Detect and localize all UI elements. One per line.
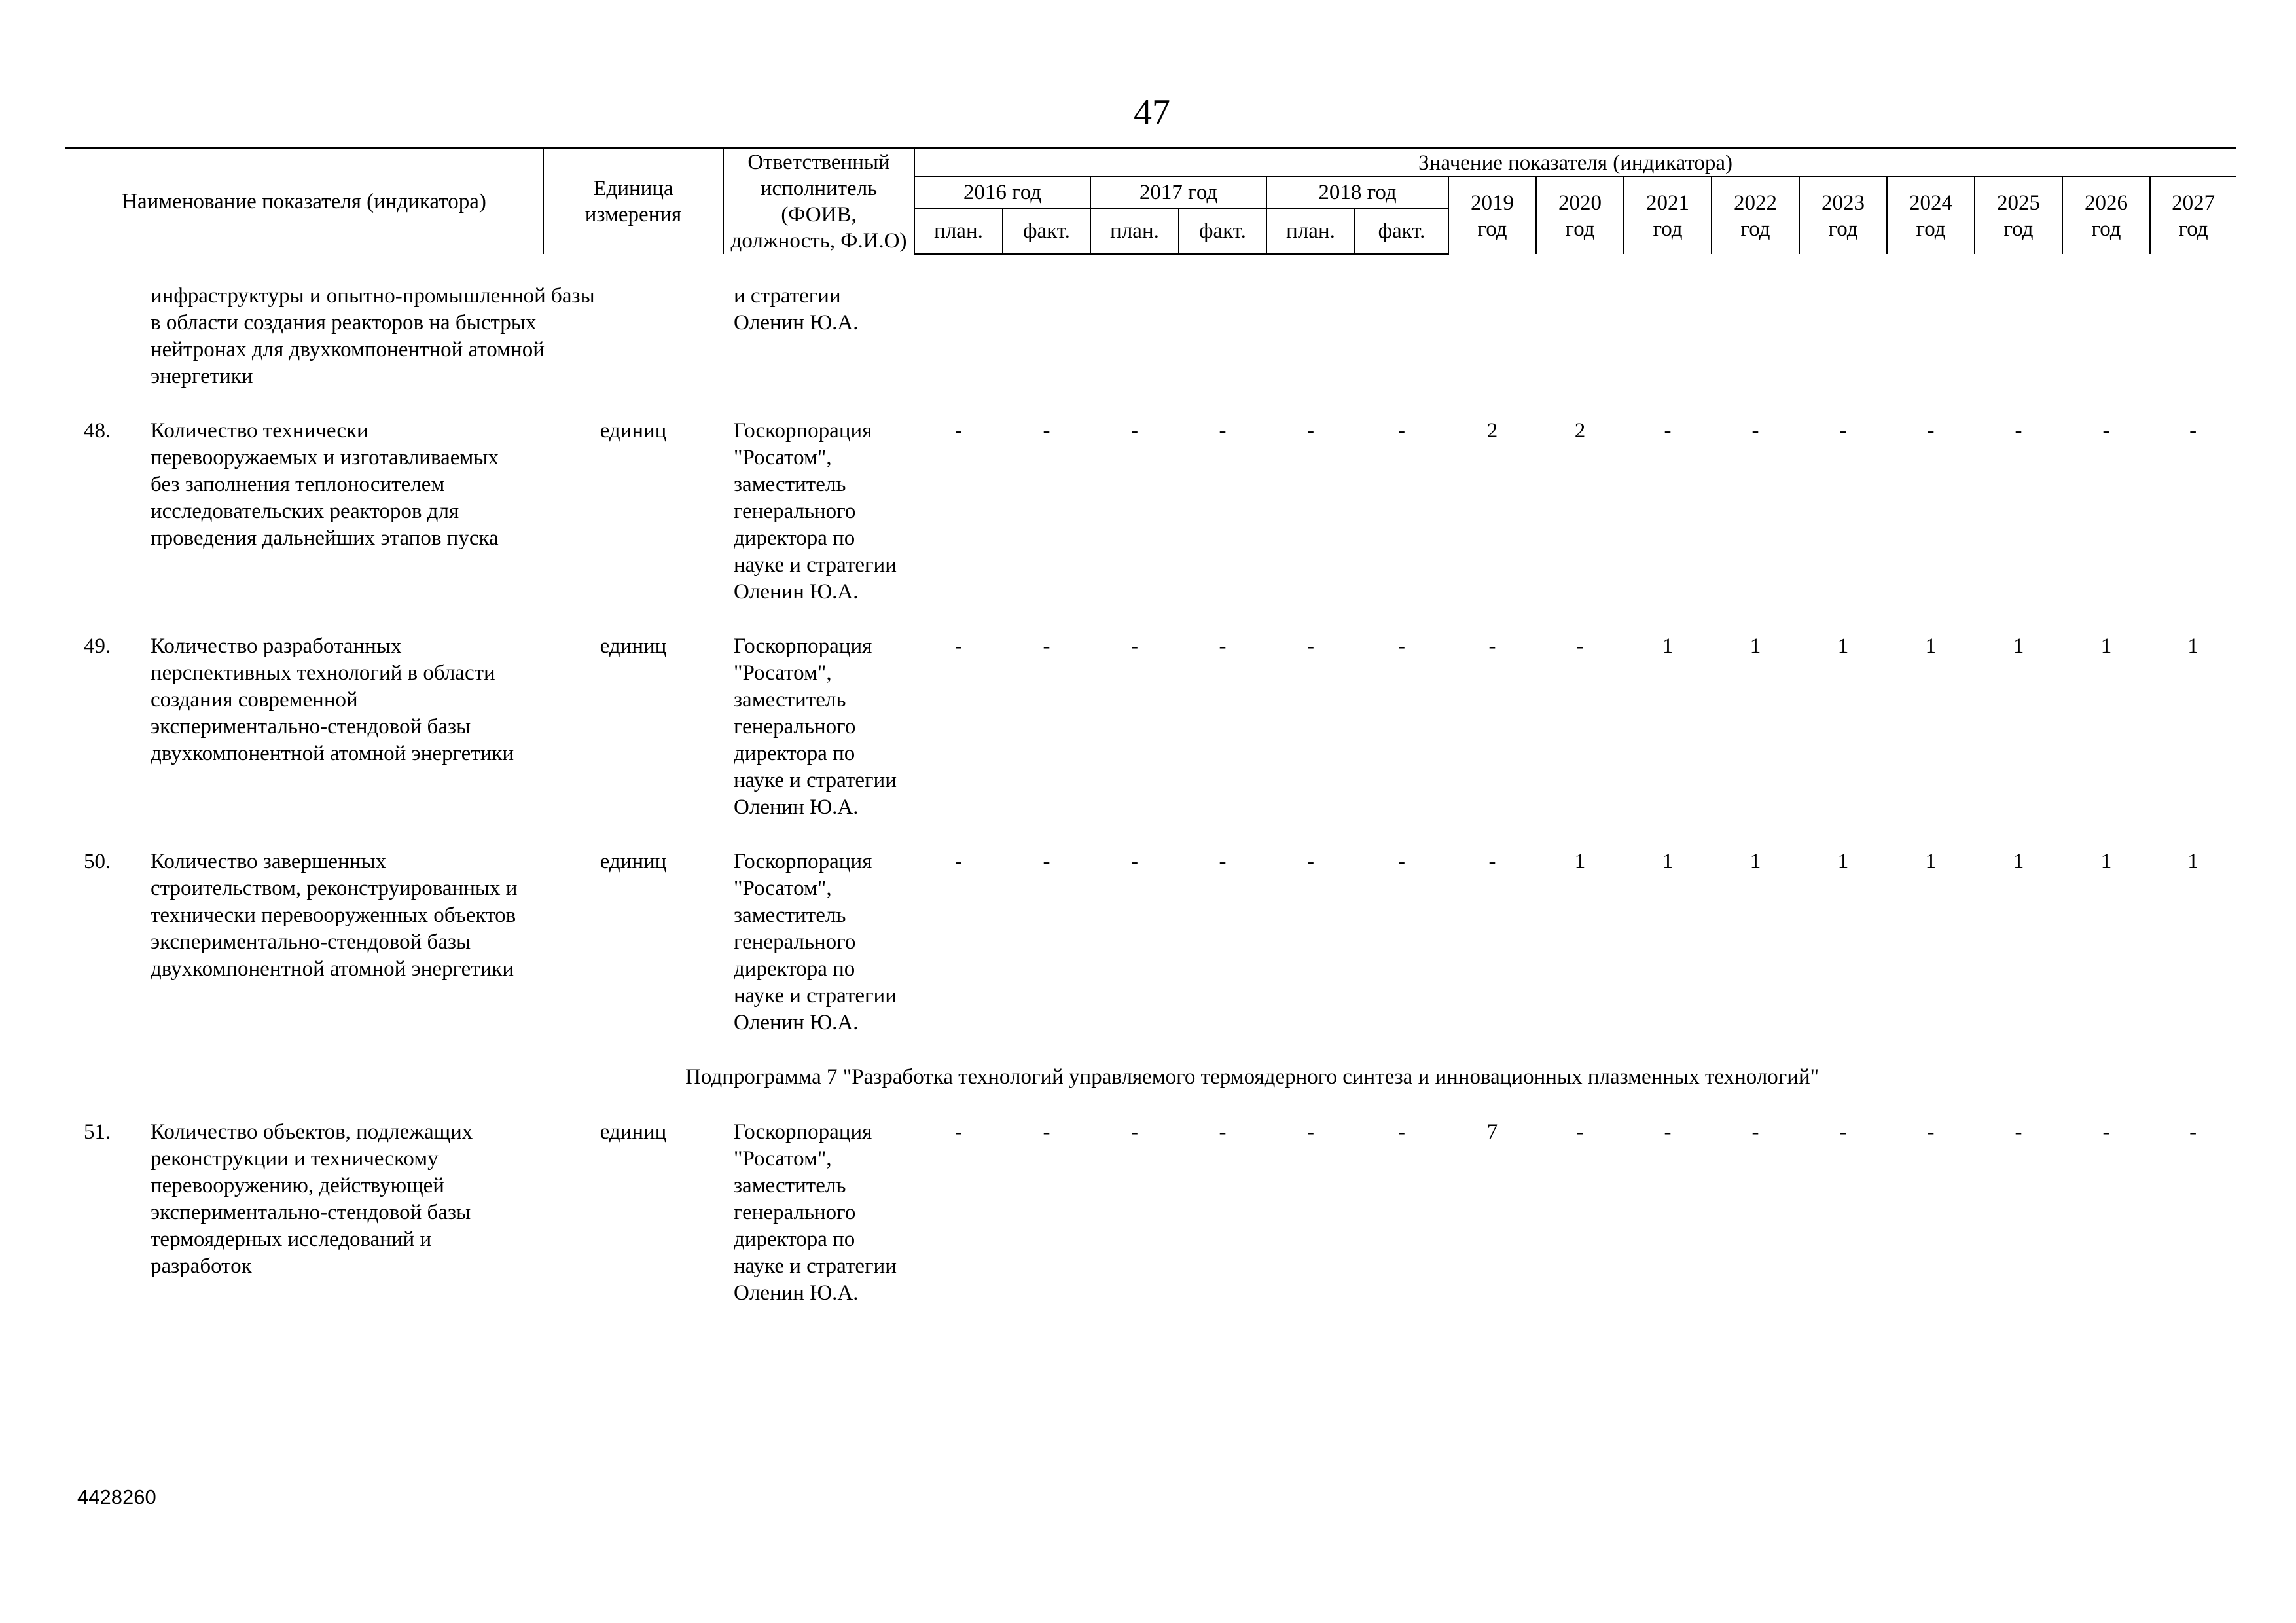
value-cell: - — [955, 1120, 963, 1144]
header-year-2021: 2021 год — [1624, 177, 1712, 254]
header-year-2024: 2024 год — [1887, 177, 1975, 254]
indicator-table — [65, 147, 2236, 1329]
value-cell: - — [1488, 849, 1496, 873]
value-cell: - — [1839, 1120, 1847, 1144]
value-cell: 1 — [1837, 634, 1849, 658]
value-cell: 2 — [1574, 418, 1586, 443]
table-row — [65, 418, 2236, 606]
value-cell: - — [1398, 1120, 1406, 1144]
value-cell: - — [1307, 849, 1315, 873]
header-year-2025: 2025 год — [1975, 177, 2062, 254]
header-value: Значение показателя (индикатора) — [914, 149, 2236, 177]
header-year-2027: 2027 год — [2150, 177, 2236, 254]
header-fact-2016: факт. — [1003, 208, 1090, 255]
value-cell: - — [1219, 1120, 1227, 1144]
header-plan-2018: план. — [1266, 208, 1355, 255]
value-cell: - — [1664, 418, 1672, 443]
header-year-2017: 2017 год — [1090, 177, 1266, 208]
value-cell: - — [1307, 1120, 1315, 1144]
value-cell: - — [2015, 1120, 2022, 1144]
row-number: 50. — [84, 849, 111, 873]
header-unit: Единица измерения — [543, 149, 723, 255]
value-cell: - — [1751, 418, 1759, 443]
value-cell: - — [1664, 1120, 1672, 1144]
value-cell: 1 — [2187, 634, 2198, 658]
header-fact-2017: факт. — [1179, 208, 1266, 255]
document-code: 4428260 — [77, 1486, 156, 1508]
row-unit: единиц — [600, 418, 667, 443]
value-cell: 1 — [1749, 634, 1761, 658]
table-row — [65, 1119, 2236, 1307]
value-cell: - — [1219, 418, 1227, 443]
table-row — [65, 633, 2236, 821]
value-cell: - — [2189, 1120, 2197, 1144]
row-name: Количество объектов, подлежащих реконструкции и техническому перевооружению, действующей экспериментально-стендовой базы термоядерных исследований и разработок — [151, 1120, 473, 1278]
row-unit: единиц — [600, 634, 667, 658]
value-cell: - — [1839, 418, 1847, 443]
value-cell: - — [1576, 1120, 1584, 1144]
row-values — [914, 283, 2236, 390]
value-cell: 1 — [1574, 849, 1586, 873]
value-cell: - — [1398, 634, 1406, 658]
table-header — [65, 149, 2236, 255]
value-cell: - — [1131, 849, 1139, 873]
value-cell: - — [1043, 418, 1050, 443]
value-cell: 1 — [2100, 849, 2112, 873]
value-cell: 1 — [1925, 634, 1937, 658]
row-number: 48. — [84, 418, 111, 443]
value-cell: 1 — [1749, 849, 1761, 873]
row-cell-name — [65, 418, 543, 606]
value-cell: 1 — [1662, 849, 1674, 873]
row-cell-name — [65, 848, 543, 1036]
row-name: Количество разработанных перспективных технологий в области создания современной экспериментально-стендовой базы двухкомпонентной атомной энергетики — [151, 634, 514, 765]
row-unit: единиц — [600, 849, 667, 873]
value-cell: - — [1043, 634, 1050, 658]
value-cell: - — [1131, 418, 1139, 443]
subprogram-title: Подпрограмма 7 "Разработка технологий управляемого термоядерного синтеза и инновационных плазменных технологий" — [685, 1065, 1820, 1089]
page-number: 47 — [1134, 92, 1170, 133]
value-cell: - — [1398, 849, 1406, 873]
header-year-2019: 2019 год — [1448, 177, 1536, 254]
value-cell: - — [1751, 1120, 1759, 1144]
row-cell-name — [65, 1119, 543, 1307]
row-responsible: и стратегии Оленин Ю.А. — [734, 283, 859, 335]
row-unit — [620, 283, 723, 390]
row-name: Количество завершенных строительством, реконструированных и технически перевооруженных объектов экспериментально-стендовой базы двухкомпонентной атомной энергетики — [151, 849, 518, 981]
value-cell: - — [2102, 418, 2110, 443]
value-cell: - — [2189, 418, 2197, 443]
value-cell: - — [1307, 634, 1315, 658]
value-cell: - — [1927, 418, 1935, 443]
row-number: 51. — [84, 1120, 111, 1144]
value-cell: - — [1131, 1120, 1139, 1144]
value-cell: 1 — [2013, 634, 2024, 658]
row-responsible: Госкорпорация "Росатом", заместитель генерального директора по науке и стратегии Оленин Ю.А. — [734, 634, 897, 819]
value-cell: 1 — [1662, 634, 1674, 658]
header-year-2022: 2022 год — [1712, 177, 1799, 254]
value-cell: - — [1927, 1120, 1935, 1144]
row-name-cell: инфраструктуры и опытно-промышленной базы в области создания реакторов на быстрых нейтронах для двухкомпонентной атомной энергетики — [151, 283, 595, 388]
header-year-2016: 2016 год — [914, 177, 1090, 208]
value-cell: 1 — [1837, 849, 1849, 873]
header-fact-2018: факт. — [1355, 208, 1448, 255]
value-cell: - — [1043, 849, 1050, 873]
row-responsible: Госкорпорация "Росатом", заместитель генерального директора по науке и стратегии Оленин Ю.А. — [734, 849, 897, 1034]
value-cell: - — [1488, 634, 1496, 658]
header-year-2018: 2018 год — [1266, 177, 1448, 208]
value-cell: 1 — [2100, 634, 2112, 658]
row-responsible: Госкорпорация "Росатом", заместитель генерального директора по науке и стратегии Оленин Ю.А. — [734, 418, 897, 604]
row-number: 49. — [84, 634, 111, 658]
value-cell: - — [955, 849, 963, 873]
value-cell: 7 — [1486, 1120, 1498, 1144]
table-row — [65, 283, 2236, 390]
value-cell: - — [1398, 418, 1406, 443]
value-cell: - — [1307, 418, 1315, 443]
header-name: Наименование показателя (индикатора) — [65, 149, 543, 255]
value-cell: - — [955, 418, 963, 443]
value-cell: - — [1219, 849, 1227, 873]
value-cell: - — [2015, 418, 2022, 443]
value-cell: - — [1576, 634, 1584, 658]
row-cell-name — [65, 633, 543, 821]
subprogram-row — [65, 1064, 2236, 1091]
header-plan-2016: план. — [914, 208, 1003, 255]
header-responsible: Ответственный исполнитель (ФОИВ, должность, Ф.И.О) — [723, 149, 914, 255]
header-year-2026: 2026 год — [2062, 177, 2150, 254]
row-responsible: Госкорпорация "Росатом", заместитель генерального директора по науке и стратегии Оленин Ю.А. — [734, 1120, 897, 1305]
value-cell: 1 — [2013, 849, 2024, 873]
value-cell: 1 — [2187, 849, 2198, 873]
value-cell: - — [2102, 1120, 2110, 1144]
value-cell: - — [1131, 634, 1139, 658]
value-cell: - — [955, 634, 963, 658]
value-cell: 2 — [1486, 418, 1498, 443]
row-unit: единиц — [600, 1120, 667, 1144]
header-year-2023: 2023 год — [1799, 177, 1887, 254]
table-row — [65, 848, 2236, 1036]
header-plan-2017: план. — [1090, 208, 1179, 255]
value-cell: 1 — [1925, 849, 1937, 873]
row-name: Количество технически перевооружаемых и изготавливаемых без заполнения теплоносителем исследовательских реакторов для проведения дальнейших этапов пуска — [151, 418, 499, 550]
value-cell: - — [1219, 634, 1227, 658]
header-year-2020: 2020 год — [1536, 177, 1624, 254]
value-cell: - — [1043, 1120, 1050, 1144]
